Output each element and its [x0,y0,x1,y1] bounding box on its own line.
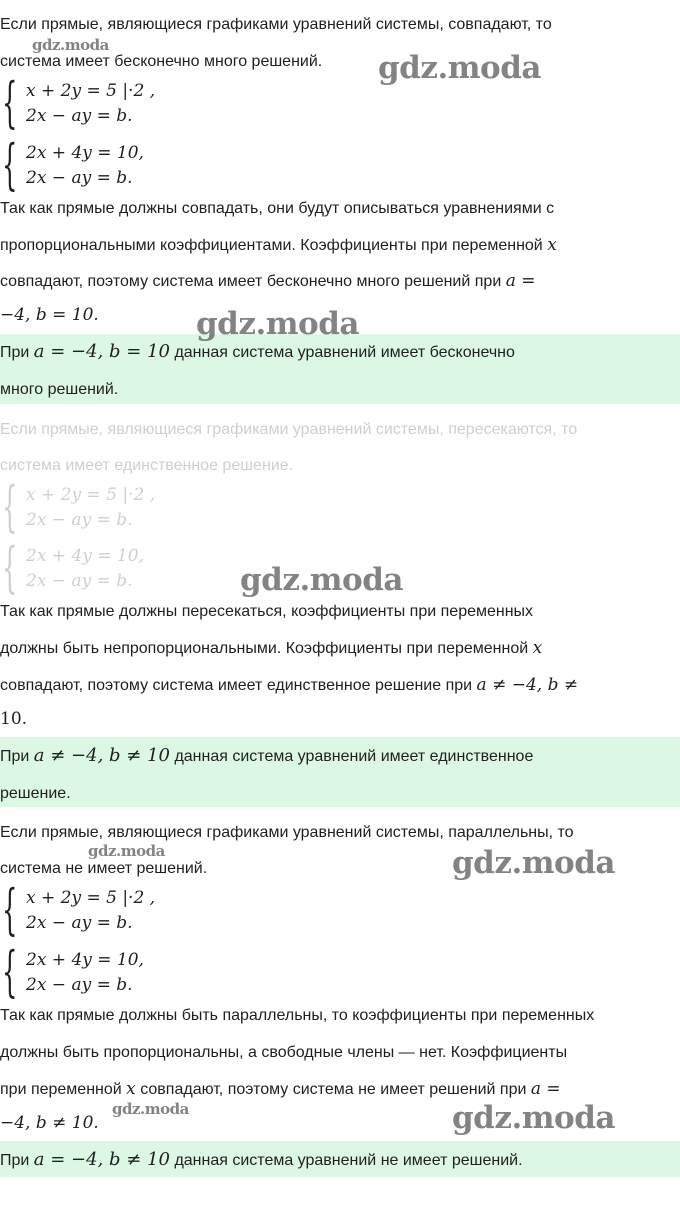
s2-expl-line2 [0,638,680,659]
s3-intro-line1: Если прямые, являющиеся графиками уравнений системы, параллельны, то [0,824,574,841]
s1-expl-line2 [0,235,680,256]
s3-system-a [0,878,220,941]
s1-expl-line1: Так как прямые должны совпадать, они будут описываться уравнениями с [0,200,555,217]
s2-system-a-eq2: 2x − ay = b. [26,510,133,530]
s1-expl-line3 [0,271,680,292]
s3-system-b-eq1: 2x + 4y = 10, [26,950,144,970]
s2-expl-line3-math: a ≠ −4, b ≠ [476,675,579,695]
watermark: gdz.moda [452,1100,615,1136]
s1-intro-line1: Если прямые, являющиеся графиками уравнений системы, совпадают, то [0,16,552,33]
brace-icon: { [2,71,18,134]
s1-answer-prefix: При [0,344,30,361]
s3-answer-line1 [0,1150,680,1171]
s1-system-a-eq1: x + 2y = 5 |·2 , [26,81,156,101]
s3-answer-suffix: данная система уравнений не имеет решений. [174,1152,523,1169]
watermark: gdz.moda [452,845,615,881]
s3-expl-line3 [0,1079,680,1100]
watermark: gdz.moda [32,36,109,54]
s1-expl-line4-math: −4, b = 10. [0,305,99,325]
s1-answer-suffix: данная система уравнений имеет бесконечно [174,344,515,361]
s1-expl-var: x [547,235,557,255]
watermark: gdz.moda [378,50,541,86]
s2-answer-suffix: данная система уравнений имеет единственное [174,748,534,765]
s3-expl-var: x [126,1079,136,1099]
s3-system-b [0,940,220,1003]
s3-system-b-eq2: 2x − ay = b. [26,975,133,995]
s2-system-b-eq2: 2x − ay = b. [26,571,133,591]
s1-system-b-eq2: 2x − ay = b. [26,168,133,188]
s3-expl-line3-math: a = [530,1079,561,1099]
s3-expl-line4-math: −4, b ≠ 10. [0,1113,99,1133]
brace-icon: { [2,536,18,599]
s2-answer-prefix: При [0,748,30,765]
s3-answer-math: a = −4, b ≠ 10 [33,1149,170,1170]
s1-answer-line1 [0,342,680,363]
watermark: gdz.moda [88,842,165,860]
s1-expl-line2-text: пропорциональными коэффициентами. Коэффициенты при переменной [0,237,543,254]
s2-system-a [0,475,220,538]
s3-system-a-eq2: 2x − ay = b. [26,913,133,933]
s1-system-a [0,71,220,134]
s3-system-a-eq1: x + 2y = 5 |·2 , [26,888,156,908]
s1-intro-line2: система имеет бесконечно много решений. [0,53,323,70]
s1-expl-line3-text: совпадают, поэтому система имеет бесконечно много решений при [0,273,502,290]
s2-system-b-eq1: 2x + 4y = 10, [26,546,144,566]
watermark: gdz.moda [196,306,359,342]
s2-system-b [0,536,220,599]
s2-expl-var: x [532,638,543,658]
s2-intro-line1: Если прямые, являющиеся графиками уравнений системы, пересекаются, то [0,421,578,438]
brace-icon: { [2,940,18,1003]
s2-answer-math: a ≠ −4, b ≠ 10 [33,745,170,766]
s2-expl-line1: Так как прямые должны пересекаться, коэффициенты при переменных [0,603,534,620]
s1-system-b [0,133,220,196]
s3-expl-line1: Так как прямые должны быть параллельны, то коэффициенты при переменных [0,1007,595,1024]
s1-system-b-eq1: 2x + 4y = 10, [26,143,144,163]
s3-expl-line2: должны быть пропорциональны, а свободные члены — нет. Коэффициенты [0,1044,568,1061]
s2-expl-line3 [0,675,680,696]
s3-expl-line3-text: совпадают, поэтому система не имеет решений при [140,1081,527,1098]
brace-icon: { [2,133,18,196]
s2-intro-line2: система имеет единственное решение. [0,457,294,474]
s3-answer-prefix: При [0,1152,30,1169]
s3-intro-line2: система не имеет решений. [0,860,208,877]
s1-system-a-eq2: 2x − ay = b. [26,106,133,126]
s2-expl-line2-text: должны быть непропорциональными. Коэффициенты при переменной [0,640,529,657]
s1-answer-line2: много решений. [0,381,119,398]
s3-expl-line3-prefix: при переменной [0,1081,122,1098]
brace-icon: { [2,878,18,941]
brace-icon: { [2,475,18,538]
watermark: gdz.moda [240,562,403,598]
s2-answer-line1 [0,746,680,767]
s1-expl-line3-math: a = [505,271,536,291]
s2-system-a-eq1: x + 2y = 5 |·2 , [26,485,156,505]
watermark: gdz.moda [112,1100,189,1118]
s2-expl-line3-text: совпадают, поэтому система имеет единственное решение при [0,677,473,694]
s2-expl-line4-math: 10. [0,709,28,729]
s2-answer-line2: решение. [0,785,71,802]
s1-answer-math: a = −4, b = 10 [33,341,170,362]
